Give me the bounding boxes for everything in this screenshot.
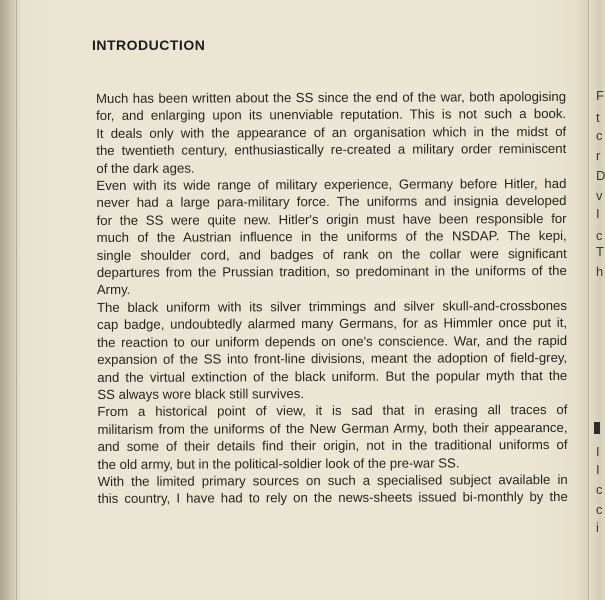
text-line: the twentieth century, enthusiastically re-created a military order reminiscent [96, 141, 567, 159]
text-line: With the limited primary sources on such a specialised subject available in [97, 471, 568, 489]
text-line: and some of their details find their origin, not in the traditional uniforms of [97, 437, 568, 455]
next-page-letter: I [596, 462, 600, 477]
text-line: the reaction to our uniform depends on one's conscience. War, and the rapid [97, 332, 568, 350]
next-page-letter: c [596, 502, 603, 517]
next-page-letter: I [596, 206, 600, 221]
text-line: Army. [96, 282, 131, 298]
text-line: Even with its wide range of military experience, Germany before Hitler, had [96, 175, 567, 194]
next-page-letter: i [596, 520, 599, 535]
text-line: this country, I have had to rely on the news-sheets issued bi-monthly by the [97, 489, 568, 507]
text-line: The black uniform with its silver trimmings and silver skull-and-crossbones [96, 297, 567, 315]
next-page-heading-mark [594, 422, 600, 434]
text-line: cap badge, undoubtedly alarmed many Germans, for as Himmler once put it, [96, 315, 568, 333]
text-line: expansion of the SS into front-line divisions, meant the adoption of field-grey, [97, 350, 568, 368]
next-page-letter: r [596, 148, 601, 163]
text-line: much of the Austrian influence in the uniforms of the NSDAP. The kepi, [96, 228, 567, 246]
gutter-fold [16, 0, 17, 600]
text-line: Much has been written about the SS since the end of the war, both apologising [96, 88, 567, 106]
section-heading: INTRODUCTION [92, 37, 206, 53]
next-page-letter: c [596, 128, 603, 143]
next-page-letter: t [596, 110, 600, 125]
next-page-letter: F [596, 88, 604, 103]
next-page-letter: c [596, 228, 603, 243]
next-page-letter: T [596, 244, 604, 259]
text-line: militarism from the uniforms of the New German Army, both their appearance, [97, 419, 568, 437]
next-page-letter: I [596, 444, 600, 459]
text-line: single shoulder cord, and badges of rank on the collar were significant [96, 245, 567, 263]
next-page-letter: v [596, 188, 603, 203]
text-line: for, and enlarging upon its unenviable reputation. This is not such a book. [96, 106, 567, 124]
text-line: It deals only with the appearance of an organisation which in the midst of [96, 123, 567, 141]
text-line: and the virtual extinction of the black uniform. But the popular myth that the [97, 367, 568, 385]
text-line: departures from the Prussian tradition, so predominant in the uniforms of the [96, 263, 567, 281]
text-line: SS always wore black still survives. [97, 386, 305, 402]
next-page-letter: h [596, 264, 604, 279]
text-line: From a historical point of view, it is sad that in erasing all traces of [97, 402, 568, 420]
text-line: for the SS were quite new. Hitler's origin must have been responsible for [96, 210, 567, 228]
text-line: of the dark ages. [96, 160, 195, 176]
next-page-letter: D [596, 168, 605, 183]
text-line: never had a large para-military force. The uniforms and insignia developed [96, 193, 567, 211]
gutter-shadow [0, 0, 22, 600]
introduction-body [96, 88, 568, 508]
next-page-letter: c [596, 482, 603, 497]
text-line: the old army, but in the political-soldier look of the pre-war SS. [97, 454, 460, 472]
